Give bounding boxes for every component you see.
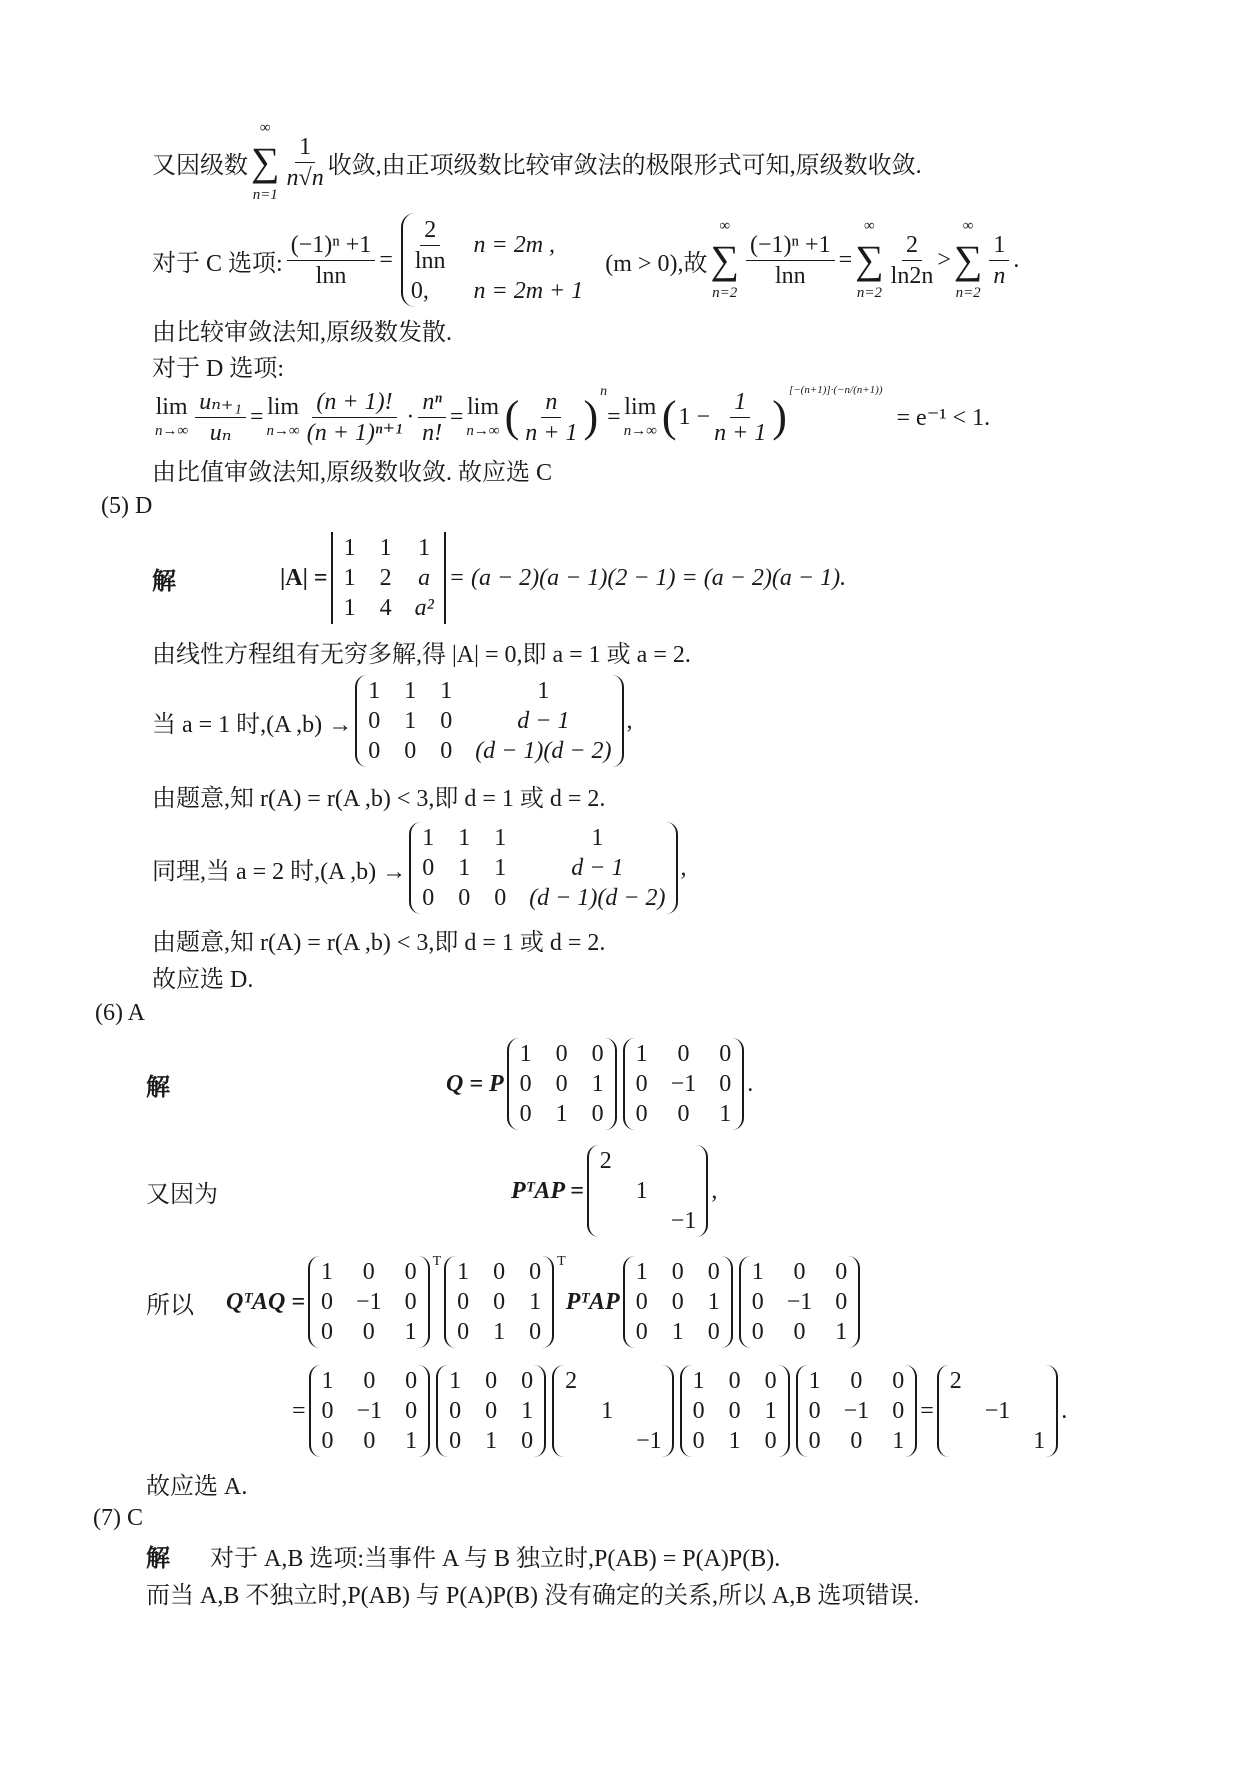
matrix bbox=[444, 1256, 554, 1348]
matrix-cell: 0 bbox=[850, 1428, 863, 1454]
numerator: (n + 1)! bbox=[312, 387, 396, 418]
denominator: lnn bbox=[414, 248, 446, 274]
limit bbox=[466, 393, 499, 441]
matrix-cell bbox=[1032, 1397, 1046, 1425]
numerator: (−1)ⁿ +1 bbox=[287, 230, 376, 261]
matrix-cell: 0 bbox=[449, 1428, 462, 1454]
text: = e⁻¹ < 1. bbox=[896, 404, 991, 431]
matrix bbox=[680, 1365, 790, 1457]
matrix-cell: 0 bbox=[751, 1289, 764, 1315]
matrix bbox=[623, 1038, 745, 1130]
augmented-line-a1 bbox=[152, 673, 633, 769]
matrix-cell bbox=[949, 1427, 963, 1455]
matrix-cell: 0 bbox=[519, 1071, 532, 1097]
fraction bbox=[714, 387, 766, 448]
fraction bbox=[287, 230, 376, 291]
matrix-cell: 1 bbox=[404, 678, 417, 704]
matrix-cell: 0 bbox=[362, 1319, 375, 1345]
matrix bbox=[507, 1038, 617, 1130]
numerator: 1 bbox=[989, 230, 1009, 261]
denominator: (n + 1)ⁿ⁺¹ bbox=[306, 419, 403, 446]
matrix-cell: 1 bbox=[343, 565, 356, 591]
matrix-cell: 0 bbox=[835, 1289, 848, 1315]
matrix-cell: 1 bbox=[1033, 1428, 1046, 1454]
determinant-line bbox=[152, 530, 846, 626]
matrix-cell: 0 bbox=[362, 1259, 375, 1285]
dot: · bbox=[406, 403, 415, 430]
matrix-cell bbox=[1032, 1367, 1046, 1395]
matrix-cell: 0 bbox=[728, 1398, 741, 1424]
series-comparison-line bbox=[152, 116, 922, 208]
matrix-cell: 0 bbox=[677, 1041, 690, 1067]
diagonal-matrix bbox=[552, 1365, 674, 1457]
numerator: 1 bbox=[295, 132, 315, 163]
equals: = bbox=[920, 1397, 934, 1424]
matrix bbox=[796, 1365, 918, 1457]
text: (m > 0),故 bbox=[605, 250, 708, 277]
matrix-cell: −1 bbox=[356, 1289, 382, 1315]
matrix-cell: 1 bbox=[343, 595, 356, 621]
sigma: ∑ bbox=[710, 237, 739, 282]
matrix-cell: 1 bbox=[591, 825, 604, 851]
fraction bbox=[195, 387, 246, 448]
question-answer: (7) C bbox=[93, 1504, 143, 1531]
matrix-cell: 0 bbox=[405, 1368, 418, 1394]
lim: lim bbox=[155, 394, 188, 421]
diagonal-matrix bbox=[587, 1145, 709, 1237]
option-c-line bbox=[152, 210, 1019, 310]
text: 又因级数 bbox=[152, 152, 248, 179]
matrix-cell: −1 bbox=[670, 1071, 697, 1097]
matrix-cell bbox=[636, 1397, 662, 1425]
qtaq-line bbox=[146, 1254, 863, 1350]
matrix-cell: 0 bbox=[635, 1071, 648, 1097]
limit bbox=[155, 393, 188, 441]
sigma: ∑ bbox=[953, 237, 983, 282]
text: , bbox=[711, 1177, 718, 1204]
denominator: ln2n bbox=[890, 262, 934, 289]
matrix-cell: −1 bbox=[984, 1398, 1011, 1424]
matrix-cell: 1 bbox=[368, 678, 381, 704]
q-definition-line bbox=[146, 1036, 753, 1132]
matrix-cell: 0 bbox=[440, 738, 453, 764]
text: . bbox=[1061, 1397, 1068, 1424]
matrix-cell: 0 bbox=[892, 1368, 905, 1394]
matrix-cell: 0 bbox=[850, 1368, 863, 1394]
matrix-cell: −1 bbox=[786, 1289, 813, 1315]
matrix-cell: 0 bbox=[892, 1398, 905, 1424]
matrix-cell: 0 bbox=[719, 1071, 732, 1097]
matrix-cell: 2 bbox=[949, 1368, 962, 1394]
matrix-cell: 1 bbox=[808, 1368, 821, 1394]
matrix-cell: 0 bbox=[404, 738, 417, 764]
ratio-test-line: lim n→∞ $\frac{\text{uₙ₊₁}}{\text{uₙ}}$ = lim n→∞ $\frac{(n + 1)!}{\text{(n + 1)ⁿ⁺¹}}$ · $\frac{\text{nⁿ}}{n!}$ = lim n→∞ ( $\frac{n}{n + 1}$ ) $^n$ = lim n→∞ ( 1 − $\frac{1}{n + 1}$ ) $^{[-(n+1)]\cdot(-n/(n+1))}$ = e⁻¹ < 1. bbox=[155, 384, 991, 446]
matrix-cell: 0 bbox=[692, 1428, 705, 1454]
matrix-cell: 1 bbox=[555, 1101, 568, 1127]
matrix-cell: 2 bbox=[599, 1148, 612, 1174]
summation bbox=[954, 217, 983, 303]
matrix-cell: −1 bbox=[636, 1428, 662, 1454]
equals: = bbox=[838, 246, 853, 273]
matrix bbox=[436, 1365, 546, 1457]
matrix-cell: 1 bbox=[635, 1041, 648, 1067]
case-condition: n = 2m , bbox=[473, 232, 556, 258]
matrix-cell: 0 bbox=[719, 1041, 732, 1067]
matrix-cell: 0 bbox=[457, 1289, 470, 1315]
sigma: ∑ bbox=[251, 139, 280, 184]
matrix bbox=[623, 1256, 733, 1348]
matrix-cell: 0 bbox=[692, 1398, 705, 1424]
matrix-cell: 1 bbox=[418, 535, 431, 561]
text: 对于 A,B 选项:当事件 A 与 B 独立时,P(AB) = P(A)P(B). bbox=[210, 1545, 781, 1572]
matrix-cell: a² bbox=[414, 595, 434, 621]
matrix-cell bbox=[599, 1207, 613, 1235]
question-answer: (5) D bbox=[101, 492, 153, 519]
matrix-cell: 1 bbox=[321, 1368, 334, 1394]
matrix-cell: 0 bbox=[493, 1259, 506, 1285]
period: . bbox=[1013, 246, 1020, 273]
matrix-cell: 0 bbox=[321, 1398, 334, 1424]
exponent: n bbox=[600, 384, 608, 399]
matrix-cell: 0 bbox=[485, 1368, 498, 1394]
fraction bbox=[307, 387, 403, 448]
solution-label: 解 bbox=[152, 568, 176, 595]
transpose: T bbox=[557, 1254, 566, 1269]
matrix-cell: (d − 1)(d − 2) bbox=[475, 738, 612, 764]
limit bbox=[624, 393, 657, 441]
matrix-cell: 0 bbox=[440, 708, 453, 734]
matrix-cell: 0 bbox=[835, 1259, 848, 1285]
matrix-cell: 0 bbox=[635, 1289, 648, 1315]
lim: lim bbox=[267, 394, 300, 421]
matrix-cell: 1 bbox=[751, 1259, 764, 1285]
equals: = bbox=[449, 403, 464, 430]
matrix-cell: 1 bbox=[529, 1289, 542, 1315]
text: 又因为 bbox=[146, 1181, 218, 1208]
matrix-cell: 0 bbox=[677, 1101, 690, 1127]
matrix-cell: 0 bbox=[458, 885, 471, 911]
equals: = bbox=[379, 246, 393, 273]
matrix-cell: 0 bbox=[422, 885, 435, 911]
text: 对于 C 选项: bbox=[152, 250, 283, 277]
text: . bbox=[747, 1070, 754, 1097]
matrix-cell: −1 bbox=[356, 1398, 383, 1424]
matrix-cell: 1 bbox=[343, 535, 356, 561]
matrix-cell: 0 bbox=[521, 1368, 534, 1394]
matrix-cell: 1 bbox=[494, 825, 507, 851]
sum-lower: n=1 bbox=[252, 187, 278, 203]
matrix-cell: 1 bbox=[692, 1368, 705, 1394]
matrix-cell: 0 bbox=[404, 1259, 417, 1285]
matrix-cell: 1 bbox=[764, 1398, 777, 1424]
matrix-cell: 1 bbox=[719, 1101, 732, 1127]
matrix-cell: 0 bbox=[494, 885, 507, 911]
matrix-cell bbox=[671, 1177, 697, 1205]
matrix-cell: 1 bbox=[458, 855, 471, 881]
matrix bbox=[739, 1256, 861, 1348]
text: QᵀAQ = bbox=[226, 1288, 306, 1315]
solution-line bbox=[146, 1540, 780, 1570]
matrix-cell: 1 bbox=[591, 1071, 604, 1097]
fraction bbox=[287, 132, 324, 193]
matrix-cell: 0 bbox=[457, 1319, 470, 1345]
matrix-cell: 0 bbox=[764, 1368, 777, 1394]
sum-lower: n=2 bbox=[712, 285, 738, 301]
denominator: lnn bbox=[774, 262, 806, 289]
matrix-cell: 1 bbox=[601, 1398, 614, 1424]
fraction bbox=[746, 230, 835, 291]
transpose: T bbox=[432, 1254, 442, 1269]
matrix-cell bbox=[671, 1147, 697, 1175]
matrix-cell: 0 bbox=[449, 1398, 462, 1424]
matrix-cell: 0 bbox=[591, 1101, 604, 1127]
augmented-matrix bbox=[409, 822, 677, 914]
text: 同理,当 a = 2 时,(A ,b) → bbox=[152, 858, 407, 885]
limit bbox=[267, 393, 300, 441]
matrix-cell: 1 bbox=[519, 1041, 532, 1067]
text: |A| = bbox=[280, 564, 328, 591]
matrix-cell: 1 bbox=[485, 1428, 498, 1454]
matrix-cell: 2 bbox=[565, 1368, 578, 1394]
product-result-line bbox=[292, 1363, 1067, 1459]
matrix-cell: 0 bbox=[751, 1319, 764, 1345]
matrix-cell: 0 bbox=[405, 1398, 418, 1424]
matrix-cell: (d − 1)(d − 2) bbox=[529, 885, 666, 911]
matrix-cell: −1 bbox=[843, 1398, 870, 1424]
matrix-cell: 0 bbox=[321, 1428, 334, 1454]
numerator: nⁿ bbox=[418, 387, 446, 418]
text: PᵀAP = bbox=[511, 1177, 584, 1204]
matrix-cell: 1 bbox=[422, 825, 435, 851]
text: PᵀAP bbox=[565, 1288, 620, 1315]
summation bbox=[251, 119, 280, 205]
equals: = bbox=[249, 403, 264, 430]
text-line: 由题意,知 r(A) = r(A ,b) < 3,即 d = 1 或 d = 2. bbox=[152, 929, 606, 956]
matrix-cell: 1 bbox=[405, 1428, 418, 1454]
case-value: 0, bbox=[410, 278, 429, 304]
matrix-cell: 0 bbox=[808, 1398, 821, 1424]
sum-upper: ∞ bbox=[719, 218, 731, 235]
matrix bbox=[309, 1365, 431, 1457]
numerator: 1 bbox=[730, 387, 750, 418]
matrix-cell: 1 bbox=[404, 1319, 417, 1345]
matrix-cell: 0 bbox=[764, 1428, 777, 1454]
lim-sub: n→∞ bbox=[266, 423, 300, 440]
text: = (a − 2)(a − 1)(2 − 1) = (a − 2)(a − 1). bbox=[448, 564, 847, 591]
text-line: 由比较审敛法知,原级数发散. bbox=[152, 319, 452, 346]
fraction bbox=[525, 387, 577, 448]
solution-label: 解 bbox=[146, 1545, 170, 1572]
augmented-line-a2 bbox=[152, 820, 687, 916]
greater-than: > bbox=[937, 246, 951, 273]
matrix-cell: 1 bbox=[635, 1259, 648, 1285]
text-line: 故应选 D. bbox=[152, 966, 254, 993]
lim-sub: n→∞ bbox=[466, 423, 500, 440]
numerator: 2 bbox=[902, 230, 922, 261]
matrix-cell: 0 bbox=[555, 1071, 568, 1097]
matrix-cell: 0 bbox=[493, 1289, 506, 1315]
matrix-cell bbox=[949, 1397, 963, 1425]
matrix-cell: d − 1 bbox=[571, 855, 624, 881]
text-line: 由线性方程组有无穷多解,得 |A| = 0,即 a = 1 或 a = 2. bbox=[152, 641, 691, 668]
matrix-cell: 1 bbox=[521, 1398, 534, 1424]
matrix-cell: 0 bbox=[368, 738, 381, 764]
sum-upper: ∞ bbox=[864, 218, 875, 235]
matrix-cell: −1 bbox=[670, 1208, 697, 1234]
matrix-cell: 1 bbox=[321, 1259, 334, 1285]
matrix-cell: 0 bbox=[529, 1259, 542, 1285]
denominator: n√n bbox=[286, 164, 324, 191]
text: Q = P bbox=[446, 1070, 504, 1097]
fraction bbox=[891, 230, 934, 291]
determinant-matrix bbox=[331, 532, 446, 624]
lim-sub: n→∞ bbox=[623, 423, 657, 440]
sum-lower: n=2 bbox=[955, 285, 981, 301]
matrix-cell bbox=[636, 1367, 662, 1395]
matrix-cell: 0 bbox=[635, 1101, 648, 1127]
matrix-cell: 0 bbox=[363, 1428, 376, 1454]
denominator: n bbox=[993, 262, 1006, 289]
lim-sub: n→∞ bbox=[155, 423, 189, 440]
matrix-cell: 1 bbox=[404, 708, 417, 734]
matrix-cell: 0 bbox=[793, 1259, 806, 1285]
matrix-cell bbox=[635, 1147, 649, 1175]
equals: = bbox=[292, 1397, 306, 1424]
matrix-cell: 0 bbox=[321, 1289, 334, 1315]
sigma: ∑ bbox=[855, 237, 884, 282]
matrix-cell: 0 bbox=[707, 1319, 720, 1345]
matrix-cell bbox=[600, 1367, 614, 1395]
matrix-cell bbox=[564, 1427, 578, 1455]
matrix-cell: 0 bbox=[671, 1259, 684, 1285]
matrix-cell: 0 bbox=[519, 1101, 532, 1127]
result-matrix bbox=[937, 1365, 1059, 1457]
numerator: n bbox=[541, 387, 561, 418]
matrix-cell: 0 bbox=[808, 1428, 821, 1454]
fraction bbox=[415, 215, 446, 276]
matrix-cell: 1 bbox=[728, 1428, 741, 1454]
text: 1 − bbox=[678, 403, 711, 430]
matrix-cell: 0 bbox=[363, 1368, 376, 1394]
matrix-cell: 1 bbox=[458, 825, 471, 851]
ptap-line bbox=[146, 1143, 717, 1239]
denominator: n! bbox=[422, 419, 443, 446]
matrix-cell: 1 bbox=[494, 855, 507, 881]
matrix-cell: 0 bbox=[635, 1319, 648, 1345]
matrix-cell: 1 bbox=[537, 678, 550, 704]
lim: lim bbox=[467, 394, 500, 421]
matrix-cell: 1 bbox=[449, 1368, 462, 1394]
piecewise bbox=[401, 213, 583, 307]
matrix-cell: 0 bbox=[404, 1289, 417, 1315]
text-line: 而当 A,B 不独立时,P(AB) 与 P(A)P(B) 没有确定的关系,所以 A,B 选项错误. bbox=[146, 1582, 920, 1609]
matrix-cell: 1 bbox=[671, 1319, 684, 1345]
fraction bbox=[989, 230, 1009, 291]
equals: = bbox=[607, 403, 621, 430]
numerator: 2 bbox=[420, 215, 440, 246]
numerator: (−1)ⁿ +1 bbox=[746, 230, 835, 261]
text-line: 对于 D 选项: bbox=[152, 355, 284, 382]
matrix-cell: 1 bbox=[707, 1289, 720, 1315]
matrix-cell: 1 bbox=[379, 535, 392, 561]
matrix-cell: d − 1 bbox=[517, 708, 570, 734]
augmented-matrix bbox=[355, 675, 623, 767]
matrix-cell: 0 bbox=[368, 708, 381, 734]
matrix-cell: 4 bbox=[379, 595, 392, 621]
matrix-cell: 0 bbox=[321, 1319, 334, 1345]
summation bbox=[855, 217, 884, 303]
matrix-cell: 2 bbox=[379, 565, 392, 591]
matrix-cell: 0 bbox=[591, 1041, 604, 1067]
matrix-cell: 1 bbox=[892, 1428, 905, 1454]
summation bbox=[710, 217, 739, 303]
matrix-cell: 0 bbox=[728, 1368, 741, 1394]
matrix-cell: 1 bbox=[440, 678, 453, 704]
matrix-cell: 0 bbox=[521, 1428, 534, 1454]
denominator: n + 1 bbox=[525, 419, 578, 446]
matrix-cell: a bbox=[418, 565, 431, 591]
text: , bbox=[680, 854, 687, 881]
fraction bbox=[418, 387, 446, 448]
matrix-cell: 1 bbox=[635, 1178, 648, 1204]
text: 当 a = 1 时,(A ,b) → bbox=[152, 711, 353, 738]
matrix-cell bbox=[564, 1397, 578, 1425]
case-condition: n = 2m + 1 bbox=[473, 278, 584, 304]
matrix-cell: 0 bbox=[555, 1041, 568, 1067]
denominator: n + 1 bbox=[714, 419, 767, 446]
text-line: 由题意,知 r(A) = r(A ,b) < 3,即 d = 1 或 d = 2. bbox=[152, 785, 606, 812]
denominator: uₙ bbox=[209, 419, 232, 446]
matrix-cell: 1 bbox=[835, 1319, 848, 1345]
text: , bbox=[626, 707, 633, 734]
matrix-cell: 0 bbox=[485, 1398, 498, 1424]
sum-lower: n=2 bbox=[856, 285, 882, 301]
solution-label: 解 bbox=[146, 1074, 170, 1101]
matrix-cell bbox=[985, 1367, 1011, 1395]
question-answer: (6) A bbox=[95, 999, 145, 1026]
matrix-cell bbox=[635, 1207, 649, 1235]
matrix-cell: 0 bbox=[422, 855, 435, 881]
sum-upper: ∞ bbox=[962, 218, 974, 235]
matrix bbox=[308, 1256, 430, 1348]
denominator: lnn bbox=[315, 262, 347, 289]
text-line: 由比值审敛法知,原级数收敛. 故应选 C bbox=[152, 459, 553, 486]
matrix-cell: 0 bbox=[707, 1259, 720, 1285]
text: 所以 bbox=[146, 1292, 194, 1319]
text: 收敛,由正项级数比较审敛法的极限形式可知,原级数收敛. bbox=[327, 152, 922, 179]
matrix-cell: 0 bbox=[529, 1319, 542, 1345]
sum-upper: ∞ bbox=[259, 120, 271, 137]
exponent: [−(n+1)]·(−n/(n+1)) bbox=[788, 384, 883, 396]
matrix-cell: 1 bbox=[457, 1259, 470, 1285]
matrix-cell: 0 bbox=[793, 1319, 806, 1345]
matrix-cell: 1 bbox=[493, 1319, 506, 1345]
matrix-cell bbox=[600, 1427, 614, 1455]
lim: lim bbox=[624, 394, 657, 421]
matrix-cell: 0 bbox=[671, 1289, 684, 1315]
text-line: 故应选 A. bbox=[146, 1473, 248, 1500]
numerator: uₙ₊₁ bbox=[195, 387, 246, 418]
matrix-cell bbox=[985, 1427, 1011, 1455]
matrix-cell bbox=[599, 1177, 613, 1205]
